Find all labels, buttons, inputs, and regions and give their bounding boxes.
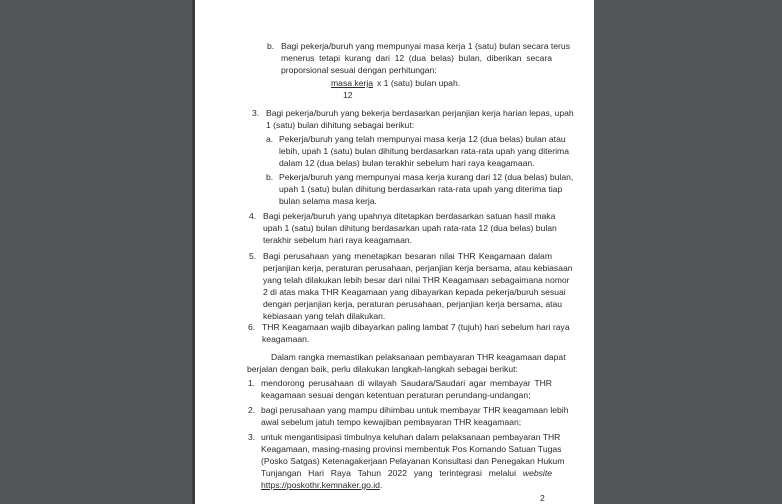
step-3-line: Tunjangan Hari Raya Tahun 2022 yang terintegrasi melalui website xyxy=(261,468,552,478)
item-3a-line: dalam 12 (dua belas) bulan terakhir sebelum hari raya keagamaan. xyxy=(279,158,535,168)
step-3-line: untuk mengantisipasi timbulnya keluhan dalam pelaksanaan pembayaran THR xyxy=(261,432,561,442)
item-4-line: terakhir sebelum hari raya keagamaan. xyxy=(263,235,413,245)
link-text[interactable]: https://poskothr.kemnaker.go.id xyxy=(261,480,380,490)
item-5-line: kebiasaan yang telah dilakukan. xyxy=(263,311,386,321)
item-3a-line: Pekerja/buruh yang telah mempunyai masa kerja 12 (dua belas) bulan atau xyxy=(279,134,566,144)
step-1-marker: 1. xyxy=(248,378,256,388)
item-5-line: Bagi perusahaan yang menetapkan besaran nilai THR Keagamaan dalam xyxy=(263,251,552,261)
item-2b-marker: b. xyxy=(267,41,275,51)
item-3a-marker: a. xyxy=(266,134,274,144)
item-5-line: perjanjian kerja, peraturan perusahaan, perjanjian kerja bersama, atau kebiasaan xyxy=(263,263,573,273)
page-number: 2 xyxy=(540,493,545,503)
step-2-line: awal sebelum jatuh tempo kewajiban pembayaran THR keagamaan; xyxy=(261,417,522,427)
step-3-line: (Posko Satgas) Ketenagakerjaan Pelayanan Konsultasi dan Penegakan Hukum xyxy=(261,456,565,466)
document-page xyxy=(195,0,594,504)
item-5-line: 2 di atas maka THR Keagamaan yang dibayarkan kepada pekerja/buruh sesuai xyxy=(263,287,566,297)
step-3-line: Keagamaan, masing-masing provinsi membentuk Pos Komando Satuan Tugas xyxy=(261,444,562,454)
paragraph-line: Dalam rangka memastikan pelaksanaan pembayaran THR keagamaan dapat xyxy=(271,352,566,362)
link-suffix: . xyxy=(379,480,383,490)
item-4-line: upah 1 (satu) bulan dihitung berdasarkan upah rata-rata 12 (dua belas) bulan xyxy=(263,223,557,233)
step-2-line: bagi perusahaan yang mampu dihimbau untuk membayar THR keagamaan lebih xyxy=(261,405,569,415)
item-3b-line: upah 1 (satu) bulan dihitung berdasarkan rata-rata upah yang diterima tiap xyxy=(279,184,563,194)
item-3b-line: Pekerja/buruh yang mempunyai masa kerja kurang dari 12 (dua belas) bulan, xyxy=(279,172,574,182)
item-3-line: Bagi pekerja/buruh yang bekerja berdasarkan perjanjian kerja harian lepas, upah xyxy=(266,108,574,118)
formula-multiplier: x 1 (satu) bulan upah. xyxy=(377,78,461,88)
step-1-line: mendorong perusahaan di wilayah Saudara/Saudari agar membayar THR xyxy=(261,378,552,388)
formula-numerator: masa kerja xyxy=(331,78,374,88)
item-2b-line: proporsional sesuai dengan perhitungan: xyxy=(281,65,437,75)
paragraph-line: berjalan dengan baik, perlu dilakukan langkah-langkah sebagai berikut: xyxy=(247,364,518,374)
item-2b-line: menerus tetapi kurang dari 12 (dua belas) bulan, diberikan secara xyxy=(281,53,552,63)
item-3-marker: 3. xyxy=(252,108,260,118)
poskothr-link[interactable] xyxy=(261,480,382,491)
item-3a-line: lebih, upah 1 (satu) bulan dihitung berdasarkan rata-rata upah yang diterima xyxy=(279,146,569,156)
item-4-marker: 4. xyxy=(249,211,257,221)
item-6-line: THR Keagamaan wajib dibayarkan paling lambat 7 (tujuh) hari sebelum hari raya xyxy=(262,322,570,332)
step-3-marker: 3. xyxy=(248,432,256,442)
step-1-line: keagamaan sesuai dengan ketentuan peraturan perundang-undangan; xyxy=(261,390,531,400)
item-3-line: 1 (satu) bulan dihitung sebagai berikut: xyxy=(266,120,415,130)
item-5-line: yang telah dilakukan lebih besar dari nilai THR Keagamaan sebagaimana nomor xyxy=(263,275,570,285)
item-4-line: Bagi pekerja/buruh yang upahnya ditetapkan berdasarkan satuan hasil maka xyxy=(263,211,556,221)
item-3b-line: bulan selama masa kerja. xyxy=(279,196,377,206)
item-2b-line: Bagi pekerja/buruh yang mempunyai masa kerja 1 (satu) bulan secara terus xyxy=(281,41,570,51)
item-5-marker: 5. xyxy=(249,251,257,261)
item-6-marker: 6. xyxy=(248,322,256,332)
formula-denominator: 12 xyxy=(343,90,353,100)
step-2-marker: 2. xyxy=(248,405,256,415)
item-6-line: keagamaan. xyxy=(262,334,310,344)
item-5-line: dengan perjanjian kerja, peraturan perusahaan, perjanjian kerja bersama, atau xyxy=(263,299,563,309)
item-3b-marker: b. xyxy=(266,172,274,182)
